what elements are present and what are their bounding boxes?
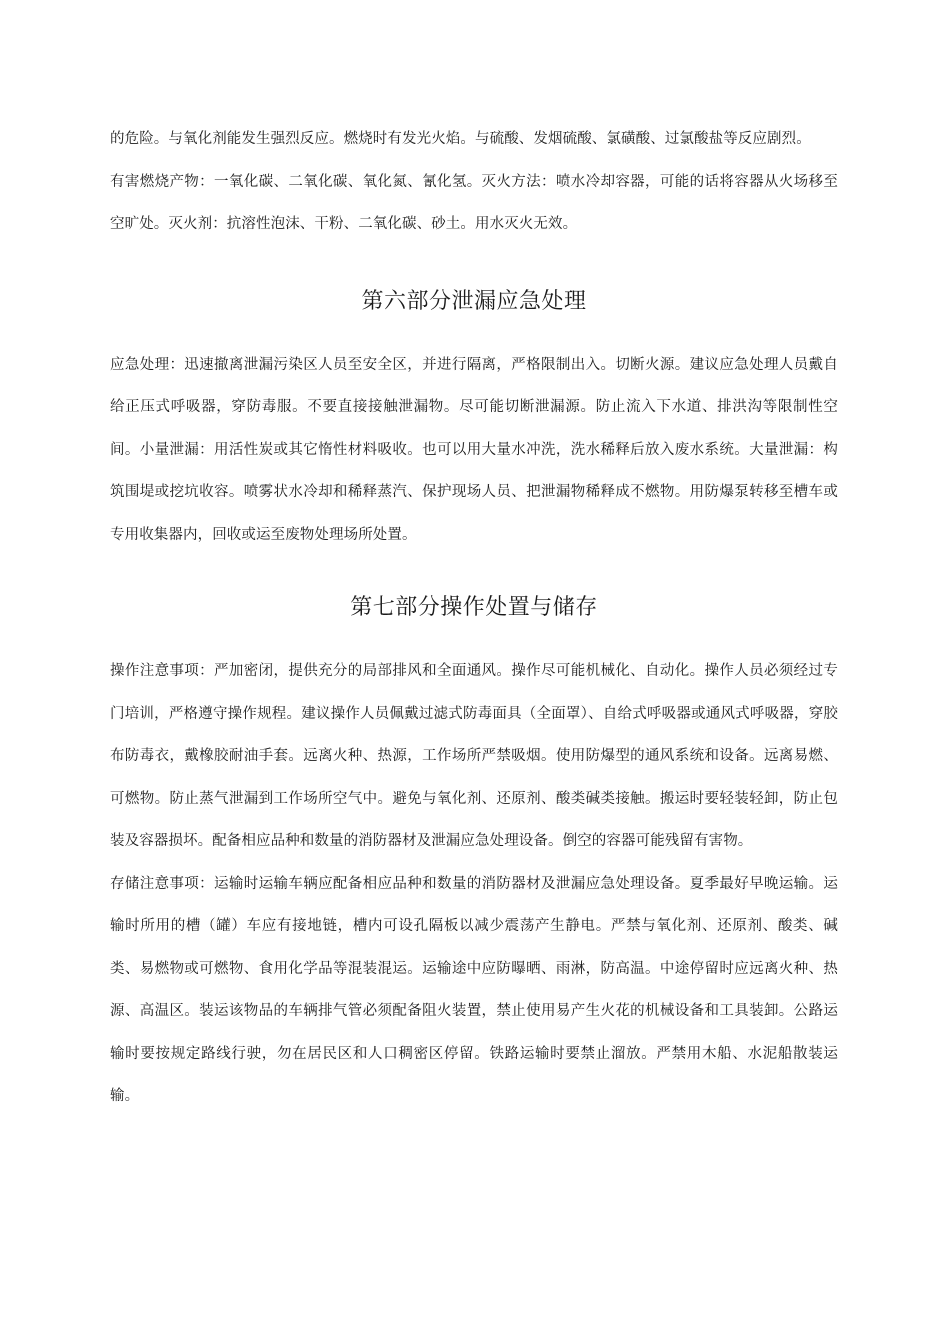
fire-fighting-paragraph: 有害燃烧产物：一氧化碳、二氧化碳、氧化氮、氰化氢。灭火方法：喷水冷却容器，可能的话将容器从火场移至空旷处。灭火剂：抗溶性泡沫、干粉、二氧化碳、砂土。用水灭火无效。: [110, 173, 838, 232]
section-7-heading: 第七部分操作处置与储存: [350, 595, 598, 620]
leak-emergency-paragraph: 应急处理：迅速撤离泄漏污染区人员至安全区，并进行隔离，严格限制出入。切断火源。建议应急处理人员戴自给正压式呼吸器，穿防毒服。不要直接接触泄漏物。尽可能切断泄漏源。防止流入下水道、排洪沟等限制性空间。小量泄漏：用活性炭或其它惰性材料吸收。也可以用大量水冲洗，洗水稀释后放入废水系统。大量泄漏：构筑围堤或挖坑收容。喷雾状水冷却和稀释蒸汽、保护现场人员、把泄漏物稀释成不燃物。用防爆泵转移至槽车或专用收集器内，回收或运至废物处理场所处置。: [110, 356, 838, 543]
storage-precautions-paragraph: 存储注意事项：运输时运输车辆应配备相应品种和数量的消防器材及泄漏应急处理设备。夏季最好早晚运输。运输时所用的槽（罐）车应有接地链，槽内可设孔隔板以减少震荡产生静电。严禁与氧化剂、还原剂、酸类、碱类、易燃物或可燃物、食用化学品等混装混运。运输途中应防曝晒、雨淋，防高温。中途停留时应远离火种、热源、高温区。装运该物品的车辆排气管必须配备阻火装置，禁止使用易产生火花的机械设备和工具装卸。公路运输时要按规定路线行驶，勿在居民区和人口稠密区停留。铁路运输时要禁止溜放。严禁用木船、水泥船散装运输。: [110, 875, 838, 1104]
handling-precautions-paragraph: 操作注意事项：严加密闭，提供充分的局部排风和全面通风。操作尽可能机械化、自动化。操作人员必须经过专门培训，严格遵守操作规程。建议操作人员佩戴过滤式防毒面具（全面罩）、自给式呼吸器或通风式呼吸器，穿胶布防毒衣，戴橡胶耐油手套。远离火种、热源，工作场所严禁吸烟。使用防爆型的通风系统和设备。远离易燃、可燃物。防止蒸气泄漏到工作场所空气中。避免与氧化剂、还原剂、酸类碱类接触。搬运时要轻装轻卸，防止包装及容器损坏。配备相应品种和数量的消防器材及泄漏应急处理设备。倒空的容器可能残留有害物。: [110, 663, 838, 849]
fire-hazard-paragraph: 的危险。与氧化剂能发生强烈反应。燃烧时有发光火焰。与硫酸、发烟硫酸、氯磺酸、过氯酸盐等反应剧烈。: [110, 131, 811, 147]
document-body: [110, 118, 838, 1118]
section-6-heading: 第六部分泄漏应急处理: [361, 288, 587, 314]
